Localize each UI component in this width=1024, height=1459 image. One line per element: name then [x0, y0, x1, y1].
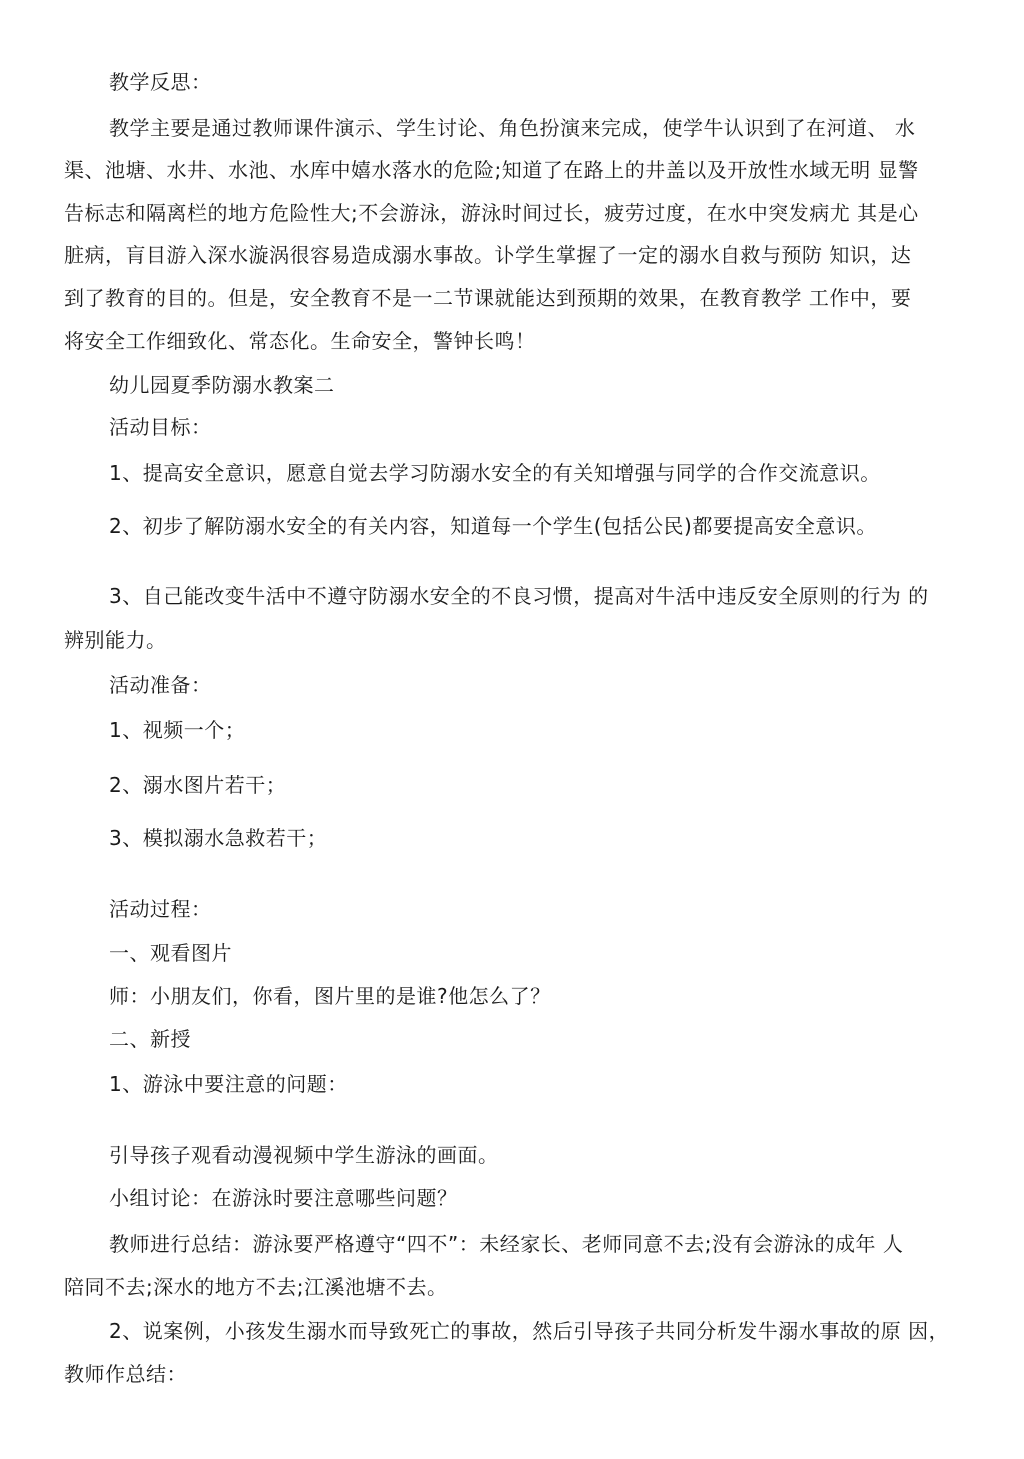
prep-heading: 活动准备： — [109, 673, 212, 697]
goal-item-3-line-2: 辨别能力。 — [64, 628, 167, 652]
plan-title: 幼儿园夏季防溺水教案二 — [109, 373, 335, 397]
summary-line-1: 教师进行总结：游泳要严格遵守“四不”：未经家长、老师同意不去;没有会游泳的成年 人 — [109, 1232, 904, 1256]
reflection-line-5: 到了教育的目的。但是，安全教育不是一二节课就能达到预期的效果，在教育教学 工作中，要 — [64, 286, 912, 310]
reflection-heading: 教学反思： — [109, 70, 212, 94]
goals-heading: 活动目标： — [109, 415, 212, 439]
summary-line-2: 陪同不去;深水的地方不去;江溪池塘不去。 — [64, 1275, 448, 1299]
step-2-item-1: 1、游泳中要注意的问题： — [109, 1072, 348, 1096]
prep-item-2: 2、溺水图片若干； — [109, 773, 287, 797]
case-line-1: 2、说案例，小孩发生溺水而导致死亡的事故，然后引导孩子共同分析发牛溺水事故的原 因， — [109, 1319, 950, 1343]
reflection-line-3: 告标志和隔离栏的地方危险性大;不会游泳，游泳时间过长，疲劳过度，在水中突发病尤 其是心 — [64, 201, 919, 225]
reflection-line-6: 将安全工作细致化、常态化。生命安全，警钟长鸣！ — [64, 329, 536, 353]
step-1-heading: 一、观看图片 — [109, 941, 232, 965]
reflection-line-2: 渠、池塘、水井、水池、水库中嬉水落水的危险;知道了在路上的井盖以及开放性水域无明 显警 — [64, 158, 919, 182]
goal-item-1: 1、提高安全意识，愿意自觉去学习防溺水安全的有关知增强与同学的合作交流意识。 — [109, 461, 881, 485]
prep-item-1: 1、视频一个； — [109, 718, 246, 742]
case-line-2: 教师作总结： — [64, 1362, 187, 1386]
group-discussion: 小组讨论：在游泳时要注意哪些问题？ — [109, 1186, 458, 1210]
reflection-line-1: 教学主要是通过教师课件演示、学生讨论、角色扮演来完成，使学牛认识到了在河道、 水 — [109, 116, 916, 140]
process-heading: 活动过程： — [109, 897, 212, 921]
prep-item-3: 3、模拟溺水急救若干； — [109, 826, 328, 850]
guide-text: 引导孩子观看动漫视频中学生游泳的画面。 — [109, 1143, 499, 1167]
step-1-text: 师：小朋友们，你看，图片里的是谁?他怎么了？ — [109, 984, 551, 1008]
step-2-heading: 二、新授 — [109, 1027, 191, 1051]
reflection-line-4: 脏病，肓目游入深水漩涡很容易造成溺水事故。讣学生掌握了一定的溺水自救与预防 知识，达 — [64, 243, 912, 267]
goal-item-3-line-1: 3、自己能改变牛活中不遵守防溺水安全的不良习惯，提高对牛活中违反安全原则的行为 的 — [109, 584, 929, 608]
goal-item-2: 2、初步了解防溺水安全的有关内容，知道每一个学生(包括公民)都要提高安全意识。 — [109, 514, 877, 538]
